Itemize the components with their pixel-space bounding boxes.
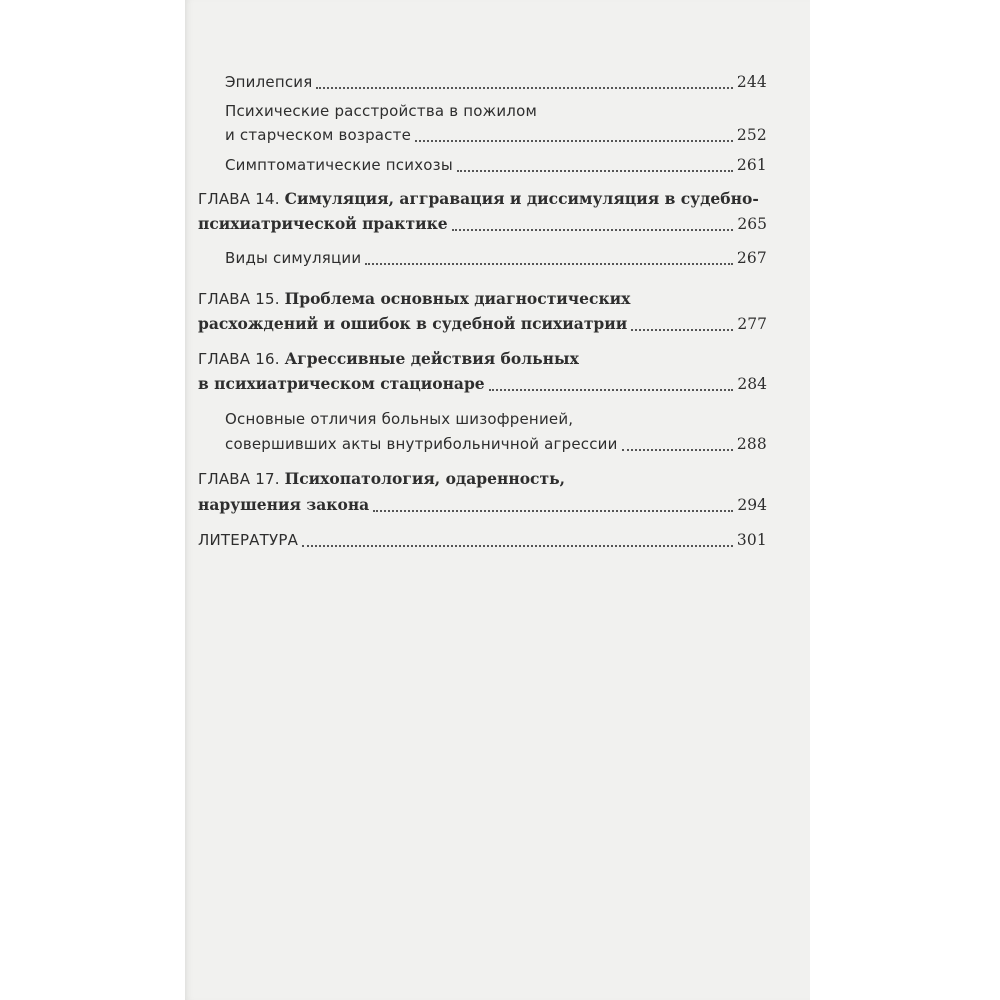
chapter-label: ГЛАВА 17.: [198, 470, 280, 488]
chapter-title: Проблема основных диагностических: [284, 289, 631, 308]
leader-dots: [457, 170, 733, 172]
toc-page-number: 294: [737, 496, 767, 514]
toc-entry-title: нарушения закона: [198, 495, 370, 514]
toc-entry-elderly-line1: Психические расстройства в пожилом: [225, 102, 537, 120]
toc-entry-epilepsy: [225, 70, 767, 94]
toc-chapter-14-line1: [198, 187, 759, 211]
toc-entry-literature: [198, 528, 767, 552]
toc-chapter-16-line1: [198, 347, 579, 371]
toc-chapter-17: [198, 493, 767, 517]
toc-page-number: 301: [736, 531, 767, 549]
toc-chapter-15-line1: [198, 287, 630, 311]
chapter-title: Агрессивные действия больных: [284, 349, 579, 368]
leader-dots: [316, 87, 732, 89]
toc-page-number: 261: [736, 156, 767, 174]
chapter-label: ГЛАВА 14.: [198, 190, 280, 208]
toc-page-number: 288: [736, 435, 767, 453]
toc-entry-title: расхождений и ошибок в судебной психиатрии: [198, 314, 628, 333]
leader-dots: [622, 449, 733, 451]
toc-entry-title: Виды симуляции: [225, 249, 362, 267]
toc-entry-title: в психиатрическом стационаре: [198, 374, 485, 393]
toc-chapter-17-line1: [198, 467, 565, 491]
toc-page-number: 244: [736, 73, 767, 91]
leader-dots: [631, 329, 733, 331]
chapter-label: ГЛАВА 16.: [198, 350, 280, 368]
toc-entry-differences-line1: Основные отличия больных шизофренией,: [225, 410, 574, 428]
toc-chapter-14: [198, 212, 767, 236]
toc-page-number: 252: [736, 126, 767, 144]
toc-entry-symptomatic: [225, 153, 767, 177]
leader-dots: [489, 389, 734, 391]
toc-entry-title: совершивших акты внутрибольничной агрессии: [225, 435, 618, 453]
toc-chapter-15: [198, 312, 767, 336]
toc-entry-title: психиатрической практике: [198, 214, 448, 233]
toc-entry-title: и старческом возрасте: [225, 126, 411, 144]
toc-chapter-16: [198, 372, 767, 396]
leader-dots: [373, 510, 733, 512]
toc-page-number: 267: [736, 249, 767, 267]
chapter-label: ГЛАВА 15.: [198, 290, 280, 308]
toc-page-number: 277: [737, 315, 767, 333]
toc-entry-title: ЛИТЕРАТУРА: [198, 531, 299, 549]
leader-dots: [365, 263, 732, 265]
toc-page-number: 265: [737, 215, 767, 233]
toc-entry-simulation-types: [225, 246, 767, 270]
toc-entry-title: Симптоматические психозы: [225, 156, 453, 174]
book-page: [185, 0, 810, 1000]
toc-page-number: 284: [737, 375, 767, 393]
toc-entry-elderly: [225, 123, 767, 147]
toc-entry-title: Эпилепсия: [225, 73, 313, 91]
chapter-title: Симуляция, аггравация и диссимуляция в судебно-: [284, 189, 759, 208]
toc-entry-differences: [225, 432, 767, 456]
leader-dots: [452, 229, 734, 231]
leader-dots: [302, 545, 733, 547]
leader-dots: [415, 140, 733, 142]
chapter-title: Психопатология, одаренность,: [284, 469, 565, 488]
